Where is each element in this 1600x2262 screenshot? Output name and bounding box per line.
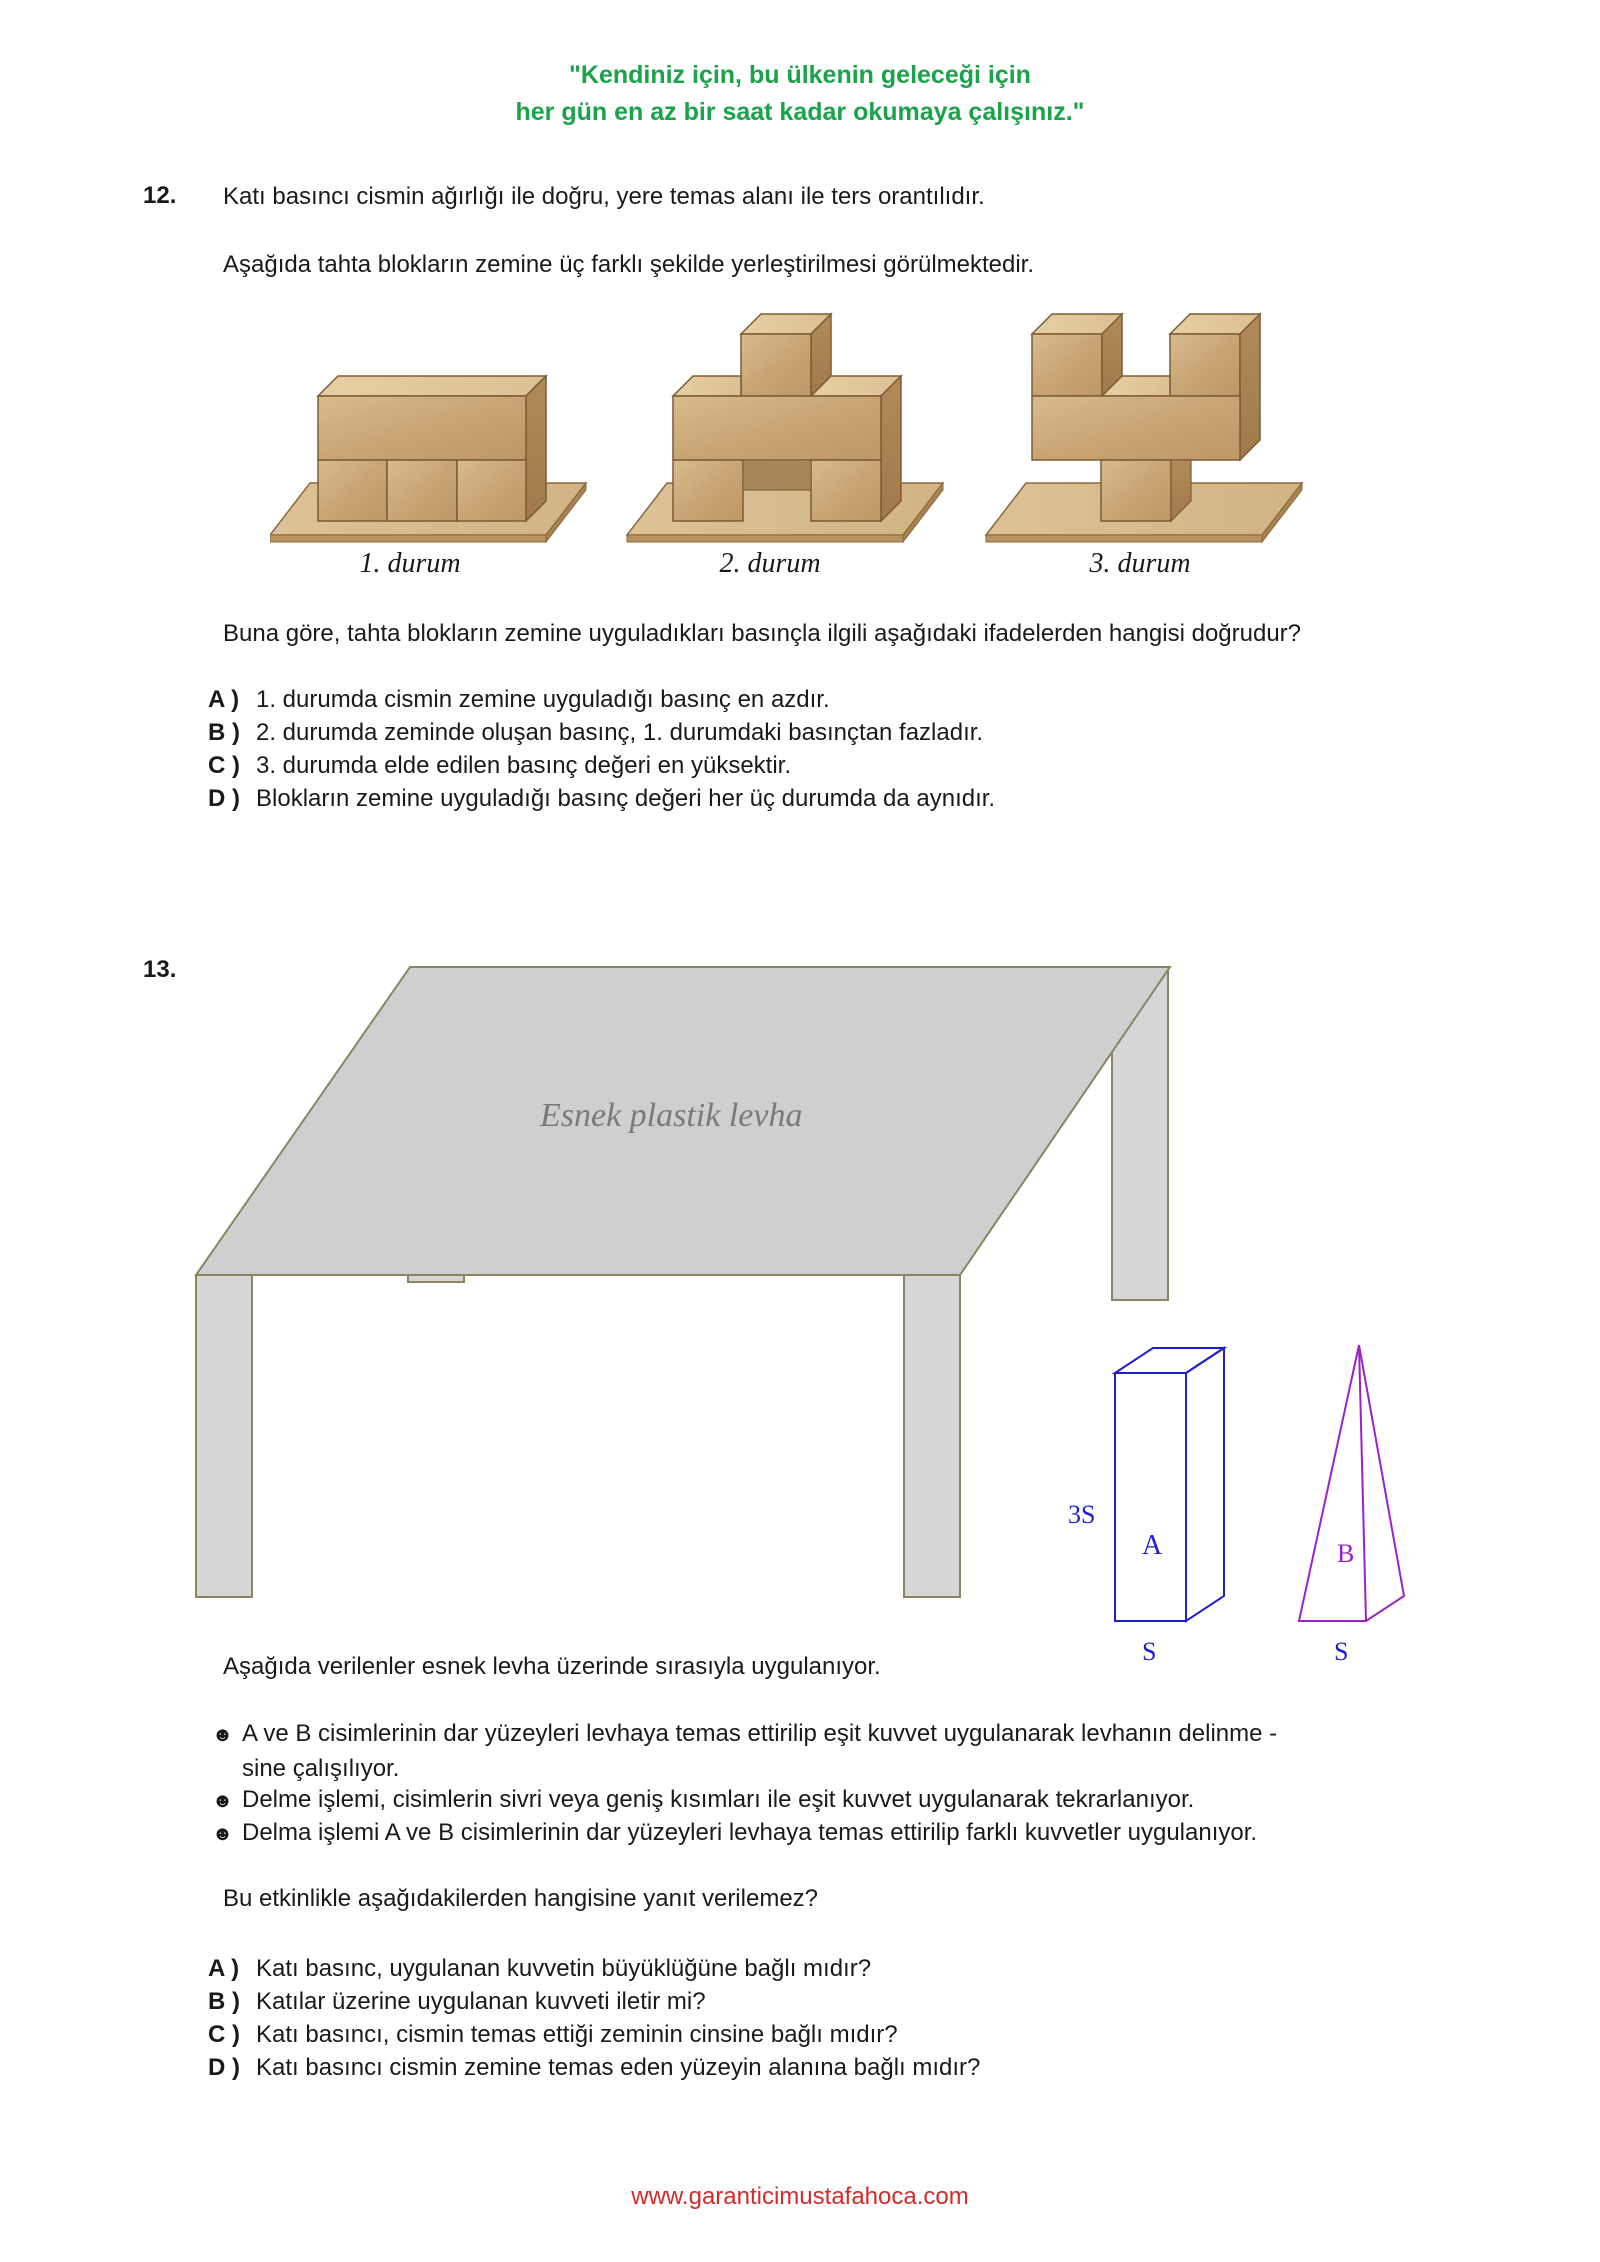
q12-option-b[interactable]: B ) 2. durumda zeminde oluşan basınç, 1. durumdaki basınçtan fazladır. — [208, 719, 984, 746]
question-12-intro: Katı basıncı cismin ağırlığı ile doğru, yere temas alanı ile ters orantılıdır. — [223, 183, 985, 210]
object-a-label: A — [1142, 1530, 1163, 1561]
question-12-number: 12. — [143, 182, 177, 209]
durum-3-label: 3. durum — [1089, 548, 1191, 579]
wooden-blocks-figure — [270, 300, 1320, 590]
smiley-bullet-icon: ☻ — [212, 1790, 234, 1812]
q12-option-c[interactable]: C ) 3. durumda elde edilen basınç değeri en yüksektir. — [208, 752, 791, 779]
question-12-setup: Aşağıda tahta blokların zemine üç farklı şekilde yerleştirilmesi görülmektedir. — [223, 251, 1035, 278]
q13-option-b[interactable]: B ) Katılar üzerine uygulanan kuvveti iletir mi? — [208, 1988, 706, 2015]
question-13-number: 13. — [143, 956, 177, 983]
motto-line-1: "Kendiniz için, bu ülkenin geleceği için — [569, 61, 1031, 89]
footer-url[interactable]: www.garanticimustafahoca.com — [631, 2183, 969, 2210]
plastic-sheet-figure — [190, 960, 1440, 1660]
q12-option-d[interactable]: D ) Blokların zemine uyguladığı basınç değeri her üç durumda da aynıdır. — [208, 785, 996, 812]
durum-3-figure — [986, 314, 1302, 542]
object-b-pyramid — [1299, 1345, 1404, 1621]
question-13-stem: Bu etkinlikle aşağıdakilerden hangisine yanıt verilemez? — [223, 1885, 819, 1912]
object-a-prism — [1115, 1348, 1224, 1621]
q13-option-c[interactable]: C ) Katı basıncı, cismin temas ettiği zeminin cinsine bağlı mıdır? — [208, 2021, 898, 2048]
object-b-label: B — [1337, 1539, 1355, 1568]
question-12-stem: Buna göre, tahta blokların zemine uyguladıkları basınçla ilgili aşağıdaki ifadelerden hangisi doğrudur? — [223, 620, 1302, 647]
sheet-label: Esnek plastik levha — [540, 1097, 803, 1134]
q12-option-a[interactable]: A ) 1. durumda cismin zemine uyguladığı basınç en azdır. — [208, 686, 830, 713]
object-a-base-label: S — [1142, 1637, 1157, 1666]
bullet-1: ☻ A ve B cisimlerinin dar yüzeyleri levhaya temas ettirilip eşit kuvvet uygulanarak levhanın delinme - sine çalışılıyor. — [212, 1720, 1278, 1782]
object-a-height-label: 3S — [1068, 1500, 1096, 1529]
bullet-3: ☻ Delma işlemi A ve B cisimlerinin dar yüzeyleri levhaya temas ettirilip farklı kuvvetler uygulanıyor. — [212, 1816, 1452, 1851]
smiley-bullet-icon: ☻ — [212, 1724, 234, 1746]
q13-option-d[interactable]: D ) Katı basıncı cismin zemine temas eden yüzeyin alanına bağlı mıdır? — [208, 2054, 981, 2081]
smiley-bullet-icon: ☻ — [212, 1823, 234, 1845]
durum-1-label: 1. durum — [359, 548, 461, 579]
durum-2-label: 2. durum — [719, 548, 821, 579]
motto-line-2: her gün en az bir saat kadar okumaya çalışınız." — [515, 98, 1085, 126]
durum-2-figure — [627, 314, 943, 542]
durum-1-figure — [270, 376, 586, 542]
q13-option-a[interactable]: A ) Katı basınc, uygulanan kuvvetin büyüklüğüne bağlı mıdır? — [208, 1955, 872, 1982]
question-13-intro: Aşağıda verilenler esnek levha üzerinde sırasıyla uygulanıyor. — [223, 1653, 881, 1680]
bullet-2: ☻ Delme işlemi, cisimlerin sivri veya geniş kısımları ile eşit kuvvet uygulanarak tekrarlanıyor. — [212, 1783, 1452, 1818]
object-b-base-label: S — [1334, 1637, 1349, 1666]
